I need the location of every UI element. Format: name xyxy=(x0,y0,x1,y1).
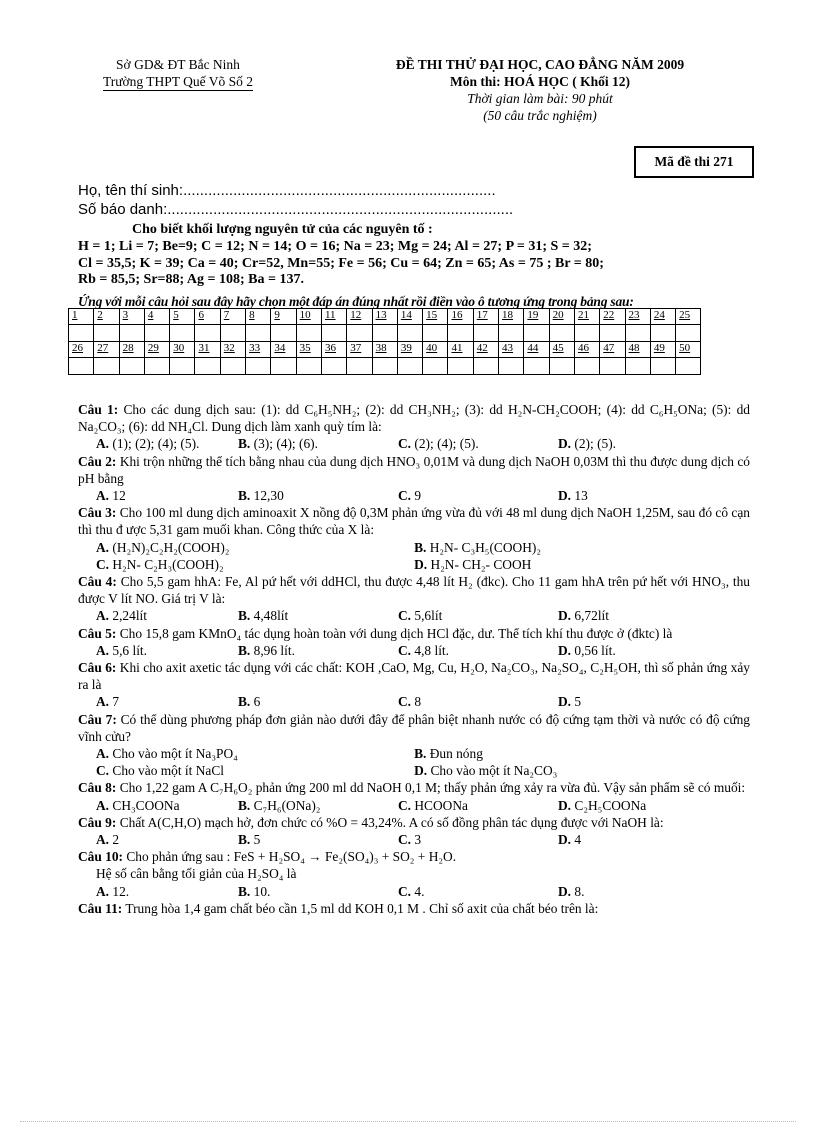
question-5 xyxy=(78,625,750,659)
answer-grid-answer-cell[interactable] xyxy=(600,358,625,375)
answer-grid-number-cell: 29 xyxy=(144,342,169,358)
question-text: Trung hòa 1,4 gam chất béo cần 1,5 ml dd KOH 0,1 M . Chỉ số axit của chất béo trên là: xyxy=(125,900,599,916)
atomic-mass-list xyxy=(78,239,750,289)
answer-grid-answer-cell[interactable] xyxy=(94,325,119,342)
candidate-id-label: Số báo danh: xyxy=(78,201,168,218)
options xyxy=(78,762,750,779)
answer-grid-number-cell: 1 xyxy=(69,309,94,325)
answer-grid-number-cell: 11 xyxy=(321,309,346,325)
option-a[interactable]: A. (H₂N)₂C₂H₂(COOH)₂ xyxy=(96,539,230,555)
option-a[interactable]: A. 12. xyxy=(96,883,130,899)
question-label: Câu 2: xyxy=(78,453,117,469)
answer-grid-answer-cell[interactable] xyxy=(271,325,296,342)
answer-grid-row-numbers-1 xyxy=(69,309,701,325)
answer-grid-number-cell: 27 xyxy=(94,342,119,358)
answer-grid-row-numbers-2 xyxy=(69,342,701,358)
option-a[interactable]: A. 2 xyxy=(96,832,120,848)
question-3 xyxy=(78,504,750,573)
answer-grid-number-cell: 35 xyxy=(296,342,321,358)
answer-grid-answer-cell[interactable] xyxy=(220,358,245,375)
answer-grid-number-cell: 3 xyxy=(119,309,144,325)
answer-grid-number-cell: 12 xyxy=(347,309,372,325)
candidate-name-dots: ........................................................................... xyxy=(183,182,496,199)
question-8 xyxy=(78,779,750,813)
option-d[interactable]: D. C₂H₅COONa xyxy=(558,797,647,813)
school-name: Trường THPT Quế Võ Số 2 xyxy=(102,74,254,89)
atomic-line-3: Rb = 85,5; Sr=88; Ag = 108; Ba = 137. xyxy=(78,272,304,287)
answer-grid-number-cell: 25 xyxy=(676,309,701,325)
answer-grid-number-cell: 44 xyxy=(524,342,549,358)
answer-grid-answer-cell[interactable] xyxy=(195,325,220,342)
answer-grid-number-cell: 4 xyxy=(144,309,169,325)
option-b[interactable]: B. 12,30 xyxy=(238,488,284,504)
option-d[interactable]: D. Cho vào một ít Na₂CO₃ xyxy=(414,763,558,779)
question-6 xyxy=(78,659,750,711)
question-label: Câu 4: xyxy=(78,574,117,590)
answer-grid-answer-cell[interactable] xyxy=(296,325,321,342)
option-c[interactable]: C. (2); (4); (5). xyxy=(398,436,479,452)
question-text: Cho 100 ml dung dịch aminoaxit X nồng độ 0,3M phản ứng vừa đủ với 48 ml dung dịch NaOH 1,25M, sau đó cô cạn thì thu đ ược 5,31 gam muối khan. Công thức của X là: xyxy=(78,505,750,538)
answer-grid-answer-cell[interactable] xyxy=(423,325,448,342)
answer-grid-number-cell: 48 xyxy=(625,342,650,358)
answer-grid-number-cell: 31 xyxy=(195,342,220,358)
answer-grid-number-cell: 15 xyxy=(423,309,448,325)
option-c[interactable]: C. 3 xyxy=(398,832,422,848)
exam-time: Thời gian làm bài: 90 phút xyxy=(467,91,613,106)
question-11 xyxy=(78,900,750,917)
exam-title: ĐỀ THI THỬ ĐẠI HỌC, CAO ĐẲNG NĂM 2009 xyxy=(395,57,685,72)
question-text: Cho 15,8 gam KMnO₄ tác dụng hoàn toàn với dung dịch HCl đặc, dư. Thể tích khí thu được ở (đktc) là xyxy=(119,625,673,641)
answer-grid-number-cell: 38 xyxy=(372,342,397,358)
question-label: Câu 9: xyxy=(78,814,117,830)
answer-grid-number-cell: 45 xyxy=(549,342,574,358)
answer-grid-instruction: Ứng với mỗi câu hỏi sau đây hãy chọn một đáp án đúng nhất rồi điền vào ô tương ứng trong bảng sau: xyxy=(78,294,634,309)
answer-grid-answer-cell[interactable] xyxy=(94,358,119,375)
answer-grid-number-cell: 41 xyxy=(448,342,473,358)
answer-grid-number-cell: 50 xyxy=(676,342,701,358)
option-a[interactable]: A. 2,24lít xyxy=(96,608,147,624)
answer-grid-answer-cell[interactable] xyxy=(524,358,549,375)
options xyxy=(78,883,750,900)
option-b[interactable]: B. 8,96 lít. xyxy=(238,642,295,658)
question-text-2: Hệ số cân bằng tối giản của H₂SO₄ là xyxy=(96,866,297,882)
question-text: Chất A(C,H,O) mạch hở, đơn chức có %O = 43,24%. A có số đồng phân tác dụng được với NaOH là: xyxy=(119,814,664,830)
answer-grid-number-cell: 33 xyxy=(246,342,271,358)
answer-grid-answer-cell[interactable] xyxy=(144,358,169,375)
options xyxy=(78,693,750,710)
answer-grid-answer-cell[interactable] xyxy=(347,358,372,375)
header-left xyxy=(78,56,278,90)
answer-grid-answer-cell[interactable] xyxy=(321,358,346,375)
answer-grid-answer-cell[interactable] xyxy=(625,325,650,342)
option-c[interactable]: C. Cho vào một ít NaCl xyxy=(96,763,224,779)
option-b[interactable]: B. (3); (4); (6). xyxy=(238,436,318,452)
question-text: Cho phản ứng sau : FeS + H₂SO₄ → Fe₂(SO₄)₃ + SO₂ + H₂O. xyxy=(126,849,457,865)
answer-grid-answer-cell[interactable] xyxy=(170,325,195,342)
answer-grid-answer-cell[interactable] xyxy=(499,325,524,342)
atomic-line-1: H = 1; Li = 7; Be=9; C = 12; N = 14; O = 16; Na = 23; Mg = 24; Al = 27; P = 31; S = 32; xyxy=(78,239,592,254)
answer-grid-answer-cell[interactable] xyxy=(473,358,498,375)
questions-section xyxy=(78,401,750,917)
answer-grid-number-cell: 2 xyxy=(94,309,119,325)
answer-grid-answer-cell[interactable] xyxy=(372,325,397,342)
answer-grid-number-cell: 21 xyxy=(574,309,599,325)
option-c[interactable]: C. H₂N- C₂H₃(COOH)₂ xyxy=(96,556,224,572)
answer-grid-answer-cell[interactable] xyxy=(499,358,524,375)
answer-grid-number-cell: 47 xyxy=(600,342,625,358)
answer-grid-answer-cell[interactable] xyxy=(549,358,574,375)
question-label: Câu 8: xyxy=(78,780,117,796)
question-label: Câu 7: xyxy=(78,711,117,727)
candidate-name-line xyxy=(78,182,496,199)
answer-grid-answer-cell[interactable] xyxy=(195,358,220,375)
answer-grid-answer-cell[interactable] xyxy=(119,325,144,342)
answer-grid-number-cell: 37 xyxy=(347,342,372,358)
option-b[interactable]: B. C₇H₆(ONa)₂ xyxy=(238,797,321,813)
answer-grid-number-cell: 34 xyxy=(271,342,296,358)
question-label: Câu 6: xyxy=(78,660,117,676)
answer-grid-number-cell: 43 xyxy=(499,342,524,358)
atomic-line-2: Cl = 35,5; K = 39; Ca = 40; Cr=52, Mn=55; Fe = 56; Cu = 64; Zn = 65; As = 75 ; Br = 80; xyxy=(78,255,604,271)
answer-grid-number-cell: 26 xyxy=(69,342,94,358)
option-a[interactable]: A. Cho vào một ít Na₃PO₄ xyxy=(96,746,238,762)
option-a[interactable]: A. CH₃COONa xyxy=(96,797,180,813)
options xyxy=(78,745,750,762)
answer-grid-row-answers-1 xyxy=(69,325,701,342)
answer-grid-number-cell: 8 xyxy=(246,309,271,325)
question-1 xyxy=(78,401,750,453)
answer-grid-number-cell: 20 xyxy=(549,309,574,325)
options xyxy=(78,831,750,848)
option-d[interactable]: D. H₂N- CH₂- COOH xyxy=(414,556,532,572)
option-b[interactable]: B. 10. xyxy=(238,883,271,899)
option-d[interactable]: D. 4 xyxy=(558,832,582,848)
options xyxy=(78,487,750,504)
page-bottom-divider xyxy=(20,1121,796,1122)
answer-grid-answer-cell[interactable] xyxy=(423,358,448,375)
answer-grid-number-cell: 19 xyxy=(524,309,549,325)
option-c[interactable]: C. 4,8 lít. xyxy=(398,642,449,658)
answer-grid xyxy=(68,308,701,375)
answer-grid-number-cell: 39 xyxy=(397,342,422,358)
answer-grid-answer-cell[interactable] xyxy=(524,325,549,342)
answer-grid-answer-cell[interactable] xyxy=(676,325,701,342)
answer-grid-number-cell: 46 xyxy=(574,342,599,358)
answer-grid-answer-cell[interactable] xyxy=(246,358,271,375)
answer-grid-number-cell: 28 xyxy=(119,342,144,358)
answer-grid-answer-cell[interactable] xyxy=(144,325,169,342)
answer-grid-number-cell: 7 xyxy=(220,309,245,325)
header-right xyxy=(340,56,740,124)
option-c[interactable]: C. 8 xyxy=(398,694,422,710)
answer-grid-number-cell: 17 xyxy=(473,309,498,325)
answer-grid-number-cell: 30 xyxy=(170,342,195,358)
option-d[interactable]: D. 8. xyxy=(558,883,585,899)
question-text: Khi trộn những thể tích bằng nhau của dung dịch HNO₃ 0,01M và dung dịch NaOH 0,03M thì thu được dung dịch có pH bằng xyxy=(78,453,750,486)
answer-grid-answer-cell[interactable] xyxy=(549,325,574,342)
answer-grid-answer-cell[interactable] xyxy=(170,358,195,375)
answer-grid-number-cell: 23 xyxy=(625,309,650,325)
option-a[interactable]: A. 5,6 lít. xyxy=(96,642,147,658)
answer-grid-answer-cell[interactable] xyxy=(448,358,473,375)
answer-grid-answer-cell[interactable] xyxy=(397,358,422,375)
answer-grid-answer-cell[interactable] xyxy=(600,325,625,342)
candidate-id-dots: ................................................................................... xyxy=(167,201,514,218)
answer-grid-number-cell: 24 xyxy=(650,309,675,325)
question-text: Cho 5,5 gam hhA: Fe, Al pứ hết với ddHCl, thu được 4,48 lít H₂ (đkc). Cho 11 gam hhA trên pứ hết với HNO₃, thu được V lít NO. Giá trị V là: xyxy=(78,574,750,607)
dept-name: Sở GD& ĐT Bắc Ninh xyxy=(116,57,240,72)
exam-subject: Môn thi: HOÁ HỌC ( Khối 12) xyxy=(449,74,630,89)
candidate-name-label: Họ, tên thí sinh: xyxy=(78,182,184,199)
option-b[interactable]: B. 5 xyxy=(238,832,261,848)
option-b[interactable]: B. H₂N- C₃H₅(COOH)₂ xyxy=(414,539,541,555)
answer-grid-answer-cell[interactable] xyxy=(321,325,346,342)
option-a[interactable]: A. (1); (2); (4); (5). xyxy=(96,436,200,452)
answer-grid-number-cell: 13 xyxy=(372,309,397,325)
option-d[interactable]: D. 5 xyxy=(558,694,582,710)
exam-code-box: Mã đề thi 271 xyxy=(634,146,754,178)
answer-grid-answer-cell[interactable] xyxy=(574,358,599,375)
answer-grid-number-cell: 36 xyxy=(321,342,346,358)
answer-grid-number-cell: 32 xyxy=(220,342,245,358)
options xyxy=(78,642,750,659)
answer-grid-answer-cell[interactable] xyxy=(347,325,372,342)
question-label: Câu 5: xyxy=(78,625,117,641)
answer-grid-row-answers-2 xyxy=(69,358,701,375)
answer-grid-number-cell: 5 xyxy=(170,309,195,325)
option-d[interactable]: D. 6,72lít xyxy=(558,608,609,624)
answer-grid-number-cell: 10 xyxy=(296,309,321,325)
question-label: Câu 11: xyxy=(78,900,123,916)
options xyxy=(78,797,750,814)
option-c[interactable]: C. 4. xyxy=(398,883,425,899)
option-d[interactable]: D. 13 xyxy=(558,488,588,504)
question-7 xyxy=(78,711,750,780)
answer-grid-number-cell: 42 xyxy=(473,342,498,358)
option-d[interactable]: D. 0,56 lít. xyxy=(558,642,616,658)
answer-grid-answer-cell[interactable] xyxy=(372,358,397,375)
answer-grid-answer-cell[interactable] xyxy=(574,325,599,342)
option-d[interactable]: D. (2); (5). xyxy=(558,436,617,452)
question-label: Câu 3: xyxy=(78,505,117,521)
option-c[interactable]: C. 5,6lít xyxy=(398,608,443,624)
answer-grid-number-cell: 22 xyxy=(600,309,625,325)
question-text: Có thể dùng phương pháp đơn giản nào dưới đây để phân biệt nhanh nước có độ cứng tạm thời và nước có độ cứng vĩnh cửu? xyxy=(78,711,750,744)
candidate-id-line xyxy=(78,201,513,218)
answer-grid-number-cell: 14 xyxy=(397,309,422,325)
answer-grid-answer-cell[interactable] xyxy=(473,325,498,342)
question-9 xyxy=(78,814,750,848)
question-label: Câu 1: xyxy=(78,402,119,417)
answer-grid-answer-cell[interactable] xyxy=(119,358,144,375)
options xyxy=(78,607,750,624)
answer-grid-number-cell: 16 xyxy=(448,309,473,325)
question-4 xyxy=(78,573,750,625)
answer-grid-number-cell: 6 xyxy=(195,309,220,325)
answer-grid-answer-cell[interactable] xyxy=(676,358,701,375)
option-b[interactable]: B. 6 xyxy=(238,694,261,710)
question-text: Cho các dung dịch sau: (1): dd C₆H₅NH₂; (2): dd CH₃NH₂; (3): dd H₂N-CH₂COOH; (4): dd C₆H₅ONa; (5): dd Na₂CO₃; (6): dd NH₄Cl. Dung dịch làm xanh quỳ tím là: xyxy=(78,402,750,435)
option-b[interactable]: B. 4,48lít xyxy=(238,608,289,624)
answer-grid-answer-cell[interactable] xyxy=(448,325,473,342)
answer-grid-answer-cell[interactable] xyxy=(69,325,94,342)
option-c[interactable]: C. 9 xyxy=(398,488,422,504)
answer-grid-number-cell: 49 xyxy=(650,342,675,358)
question-10 xyxy=(78,848,750,900)
answer-grid-answer-cell[interactable] xyxy=(650,325,675,342)
option-a[interactable]: A. 7 xyxy=(96,694,120,710)
answer-grid-answer-cell[interactable] xyxy=(69,358,94,375)
answer-grid-answer-cell[interactable] xyxy=(271,358,296,375)
answer-grid-answer-cell[interactable] xyxy=(650,358,675,375)
answer-grid-answer-cell[interactable] xyxy=(625,358,650,375)
option-c[interactable]: C. HCOONa xyxy=(398,797,468,813)
answer-grid-number-cell: 40 xyxy=(423,342,448,358)
option-a[interactable]: A. 12 xyxy=(96,488,126,504)
answer-grid-answer-cell[interactable] xyxy=(220,325,245,342)
answer-grid-number-cell: 18 xyxy=(499,309,524,325)
answer-grid-answer-cell[interactable] xyxy=(246,325,271,342)
exam-question-count: (50 câu trắc nghiệm) xyxy=(483,108,597,123)
answer-grid-answer-cell[interactable] xyxy=(397,325,422,342)
question-text: Cho 1,22 gam A C₇H₆O₂ phản ứng 200 ml dd NaOH 0,1 M; thấy phản ứng xảy ra vừa đủ. Vậy sản phẩm sẽ có muối: xyxy=(119,780,746,796)
option-b[interactable]: B. Đun nóng xyxy=(414,746,483,762)
answer-grid-answer-cell[interactable] xyxy=(296,358,321,375)
question-label: Câu 10: xyxy=(78,849,124,865)
answer-grid-number-cell: 9 xyxy=(271,309,296,325)
options xyxy=(78,556,750,573)
options xyxy=(78,435,750,452)
question-text: Khi cho axit axetic tác dụng với các chất: KOH ,CaO, Mg, Cu, H₂O, Na₂CO₃, Na₂SO₄, C₂H₅OH, thì số phản ứng xảy ra là xyxy=(78,660,750,693)
question-2 xyxy=(78,453,750,505)
options xyxy=(78,539,750,556)
atomic-mass-title: Cho biết khối lượng nguyên tử của các nguyên tố : xyxy=(132,222,433,237)
